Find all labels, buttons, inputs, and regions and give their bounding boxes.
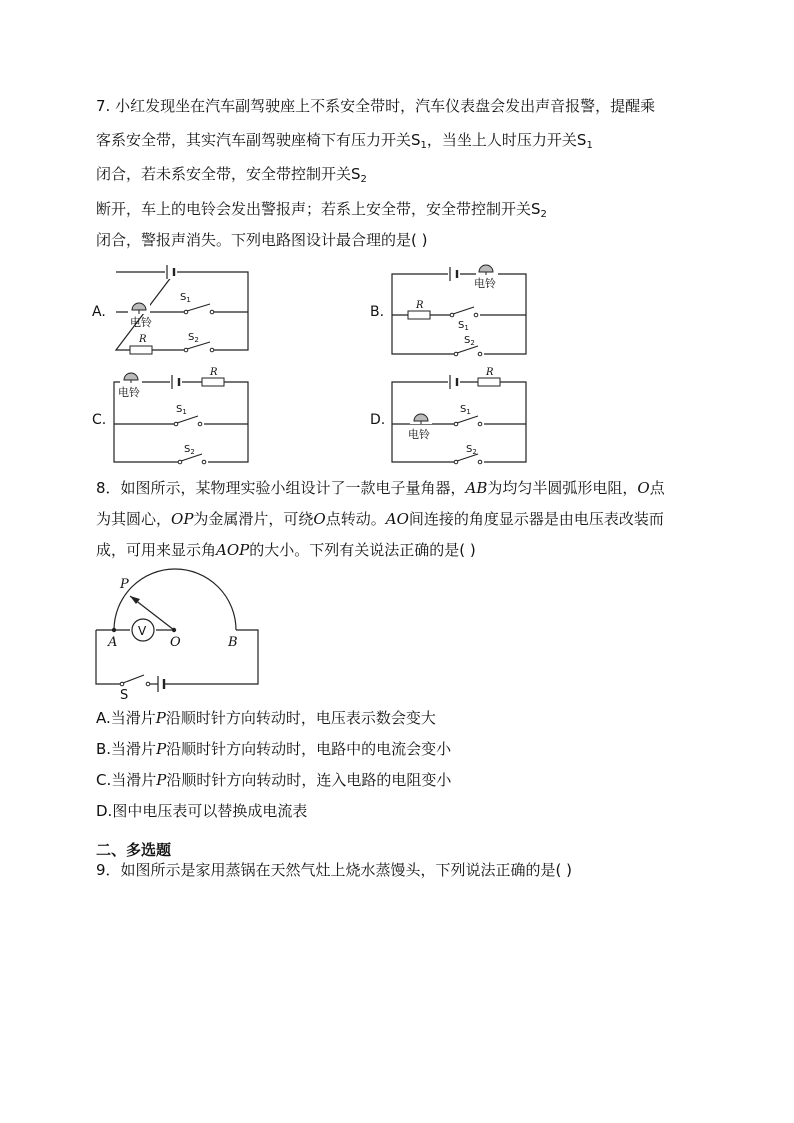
option-d-label: D. <box>370 412 386 428</box>
q8-text-2c: 点转动。 <box>325 510 386 528</box>
q8-p: P <box>156 771 167 789</box>
q8-p: P <box>156 740 167 758</box>
switch-s1-icon <box>174 414 204 426</box>
s1-label: $S_1$ <box>458 320 469 332</box>
q8-option-c <box>96 770 451 790</box>
circuit-a <box>92 262 272 357</box>
resistor-label: R <box>416 300 424 311</box>
q8-text-2d: 间连接的角度显示器是由电压表改装而 <box>408 510 664 528</box>
bell-icon <box>476 265 498 275</box>
q8-line-3 <box>96 540 476 560</box>
s2-label: $S_2$ <box>466 444 477 456</box>
bell-label: 电铃 <box>474 277 496 290</box>
switch-s1-icon <box>450 306 480 318</box>
q7-line-5 <box>96 230 427 250</box>
sub-1: 1 <box>420 140 427 151</box>
option-c-label: C. <box>92 412 107 428</box>
resistor-icon <box>478 378 500 386</box>
resistor-label: R <box>210 367 218 378</box>
resistor-label: R <box>486 367 494 378</box>
s1-label: $S_1$ <box>180 292 191 304</box>
q8-opt-a-pre: A.当滑片 <box>96 709 156 727</box>
option-b-label: B. <box>370 304 385 320</box>
q7-text-5: 闭合，警报声消失。下列电路图设计最合理的是( ) <box>96 231 428 249</box>
section-heading: 二、多选题 <box>96 841 172 859</box>
q9-line: 9．如图所示是家用蒸锅在天然气灶上烧水蒸馒头，下列说法正确的是( ) <box>96 861 573 879</box>
q8-ao: AO <box>385 510 409 528</box>
q8-line-1 <box>96 478 665 498</box>
sub-2: 2 <box>360 174 367 185</box>
q8-text-2a: 为其圆心， <box>96 510 172 528</box>
point-a-label: A <box>108 635 118 650</box>
switch-s-icon <box>120 675 150 686</box>
q7-line-1 <box>96 96 655 116</box>
resistor-icon <box>202 378 224 386</box>
resistor-label: R <box>139 334 147 345</box>
q8-line-2 <box>96 509 664 529</box>
circuit-c <box>92 368 272 468</box>
point-o-label: O <box>170 635 181 650</box>
q8-opt-c-post: 沿顺时针方向转动时，连入电路的电阻变小 <box>166 771 452 789</box>
q7-text-2b: ，当坐上人时压力开关S <box>426 131 587 149</box>
q8-text-2b: 为金属滑片，可绕 <box>193 510 314 528</box>
q8-option-a <box>96 708 436 728</box>
protractor-circuit <box>92 572 267 702</box>
s2-label: $S_2$ <box>464 335 475 347</box>
sub-1: 1 <box>586 140 593 151</box>
q7-line-3 <box>96 164 367 190</box>
q8-opt-b-pre: B.当滑片 <box>96 740 157 758</box>
switch-s2-icon <box>454 454 484 466</box>
s1-label: $S_1$ <box>460 404 471 416</box>
q8-p: P <box>155 709 166 727</box>
point-p-label: P <box>120 577 129 592</box>
q8-opt-a-post: 沿顺时针方向转动时，电压表示数会变大 <box>165 709 436 727</box>
q8-o: O <box>313 510 326 528</box>
q8-opt-c-pre: C.当滑片 <box>96 771 157 789</box>
q7-text-1: 小红发现坐在汽车副驾驶座上不系安全带时，汽车仪表盘会发出声音报警，提醒乘 <box>115 97 656 115</box>
sub-2: 2 <box>540 209 547 220</box>
circuit-d <box>370 368 540 468</box>
resistor-icon <box>130 346 152 354</box>
q7-line-4 <box>96 199 547 225</box>
q8-o: O <box>637 479 650 497</box>
bell-label: 电铃 <box>130 316 152 329</box>
bell-label: 电铃 <box>408 428 430 441</box>
bell-label: 电铃 <box>118 386 140 399</box>
voltmeter-label: V <box>138 624 147 638</box>
q7-text-3: 闭合，若未系安全带，安全带控制开关S <box>96 165 361 183</box>
q8-text-1c: 点 <box>649 479 665 497</box>
resistor-icon <box>408 311 430 319</box>
bell-icon <box>120 373 142 383</box>
s1-label: $S_1$ <box>176 404 187 416</box>
q7-line-2 <box>96 130 593 156</box>
q8-option-d <box>96 801 307 821</box>
point-b-label: B <box>228 635 238 650</box>
q8-aop: AOP <box>216 541 250 559</box>
bell-icon <box>128 303 150 314</box>
q8-option-b <box>96 739 451 759</box>
switch-s1-icon <box>184 302 214 316</box>
q8-opt-b-post: 沿顺时针方向转动时，电路中的电流会变小 <box>166 740 452 758</box>
q8-text-1b: 为均匀半圆弧形电阻， <box>487 479 638 497</box>
s2-label: $S_2$ <box>184 444 195 456</box>
bell-icon <box>410 414 432 424</box>
q7-text-4: 断开，车上的电铃会发出警报声；若系上安全带，安全带控制开关S <box>96 200 541 218</box>
q7-number: 7. <box>96 97 111 115</box>
s2-label: $S_2$ <box>188 332 199 344</box>
q8-op: OP <box>171 510 194 528</box>
q8-text-3b: 的大小。下列有关说法正确的是( ) <box>249 541 476 559</box>
q7-text-2a: 客系安全带，其实汽车副驾驶座椅下有压力开关S <box>96 131 421 149</box>
option-a-label: A. <box>92 304 106 320</box>
q8-text-1a: 8．如图所示，某物理实验小组设计了一款电子量角器， <box>96 479 466 497</box>
circuit-b <box>370 262 540 357</box>
switch-s2-icon <box>454 346 484 358</box>
q8-ab: AB <box>465 479 488 497</box>
switch-s-label: S <box>120 688 129 703</box>
q8-opt-d: D.图中电压表可以替换成电流表 <box>96 802 308 820</box>
q8-text-3a: 成，可用来显示角 <box>96 541 217 559</box>
